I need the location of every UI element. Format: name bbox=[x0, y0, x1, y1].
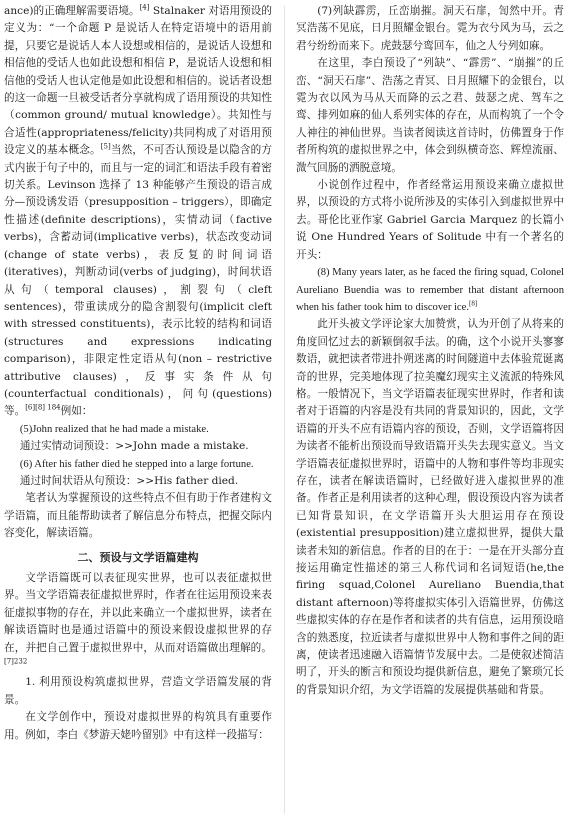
citation: [6][8] 184 bbox=[25, 403, 61, 412]
paragraph-libai-intro: 在文学创作中，预设对虚拟世界的构筑具有重要作用。例如，李白《梦游天姥吟留别》中有这样一段描写： bbox=[4, 711, 272, 741]
text: 例如： bbox=[60, 405, 93, 418]
paragraph-novel-intro: 小说创作过程中，作者经常运用预设来确立虚拟世界，以预设的方式将小说所涉及的实体引入到虚拟世界中去。哥伦比亚作家 Gabriel Garcia Marquez 的长篇小说 One Hundred Years of Solitude 中有一个著名的开头： bbox=[296, 179, 564, 261]
citation: [5] bbox=[100, 142, 111, 151]
paragraph-stalnaker bbox=[4, 3, 272, 421]
left-column bbox=[4, 3, 272, 818]
paragraph-poem-analysis: 在这里，李白预设了“列缺”、“霹雳”、“崩摧”的丘峦、“洞天石扉”、浩荡之青冥、日月照耀下的金银台，以霓为衣以风为马从天而降的云之君、鼓瑟之虎、驾车之鸾、排列如麻的仙人系列实体的存在，从而构筑了一个令人神往的神仙世界。当读者阅读这首诗时，仿佛置身于作者所构筑的虚拟世界之中，体会到纵横奇恣、辉煌流丽、溦气回肠的洒脱意境。 bbox=[296, 57, 564, 174]
text: Stalnaker 对语用预设的定义为：“一个命题 P 是说话人在特定语境中的语用前提，只要它是说话人本人设想或相信的，是说话人设想和相信他的受话人也如此设想和相信 P，是说话人设想和相信他的受话人也认定他是如此设想和相信的。说话者设想的这一命题一旦被受话者分享就构成了语用预设的共知性（common ground/ mutual knowledge）。共知性与合适性(appropriateness/felicity)共同构成了对语用预设定义的基本概念。 bbox=[4, 5, 272, 157]
citation: [4] bbox=[139, 3, 150, 12]
section-heading: 二、预设与文学语篇建构 bbox=[77, 550, 199, 564]
column-divider bbox=[284, 6, 285, 814]
right-column bbox=[296, 3, 564, 818]
citation: [7]232 bbox=[4, 657, 28, 666]
example-5-note: 通过实情动词预设：>>John made a mistake. bbox=[19, 440, 249, 453]
subsection-heading: 1. 利用预设构筑虚拟世界，营造文学语篇发展的背景。 bbox=[4, 676, 272, 706]
paragraph-virtual-world bbox=[4, 570, 272, 674]
example-6-note: 通过时间状语从句预设：>>His father died. bbox=[19, 474, 239, 487]
text: ance)的正确理解需要语境。 bbox=[4, 5, 140, 17]
text: 当然，不可否认预设是以隐含的方式内嵌于句子中的，而且与一定的词汇和语法手段有着密切关系。Levinson 选择了 13 种能够产生预设的语言成分—预设诱发语（presupposition – triggers），即确定性描述(definite descriptions)，实情动词（factive verbs)，含蓄动词(implicative verbs)，状态改变动词(change of state verbs)，表反复的时间词语(iteratives)，判断动词(verbs of judging)，时间状语从句（temporal clauses)，割裂句（cleft sentences)，带重读成分的隐含割裂句(implicit cleft with stressed constituents)，表示比较的结构和词语(structures and expressions indicating comparison)，非限定性定语从句(non – restrictive attributive clauses)，反事实条件从句(counterfactual conditionals)，问句(questions)等。 bbox=[4, 144, 272, 418]
example-7-poem: (7)列缺霹雳，丘峦崩摧。洞天石扉，訇然中开。青冥浩荡不见底，日月照耀金银台。霓为衣兮风为马，云之君兮纷纷而来下。虎鼓瑟兮鸾回车，仙之人兮列如麻。 bbox=[296, 5, 564, 52]
citation: [8] bbox=[469, 299, 478, 308]
example-6: (6) After his father died he stepped into a large fortune. bbox=[19, 458, 254, 470]
example-5: (5)John realized that he had made a mistake. bbox=[19, 423, 209, 435]
text: (8) Many years later, as he faced the firing squad, Colonel Aureliano Buendia was to remember that distant afternoon when his father took him to discover ice. bbox=[296, 267, 564, 313]
text: 文学语篇既可以表征现实世界，也可以表征虚拟世界。当文学语篇表征虚拟世界时，作者在往运用预设来表征虚拟事物的存在，并以此来确立一个虚拟世界，读者在解读语篇时也是通过语篇中的预设来假设虚拟世界的存在，并把自己置于虚拟世界中，从而对语篇做出理解的。 bbox=[4, 572, 272, 654]
paragraph-novel-analysis: 此开头被文学评论家大加赞赏，认为开创了从将来的角度回忆过去的新颖倒叙手法。的确，这个小说开头寥寥数语，就把读者带进扑朔迷离的时间隧道中去体验荒诞离奇的世界，完美地体现了拉美魔幻现实主义流派的特殊风格。一般情况下，当文学语篇表征现实世界时，作者和读者对于语篇的内容是没有共同的背景知识的，因此，文学语篇的开头不应有语篇内容的预设，否则，文学语篇将因为读者不能析出预设而导致语篇开头失去现实意义。当文学语篇表征虚拟世界时，语篇中的人物和事件等均非现实存在，读者在解读语篇时，已经做好进入虚拟世界的准备。作者正是利用读者的这种心理，假设预设内容为读者已知背景知识，在文学语篇开头大胆运用存在预设(existential presupposition)建立虚拟世界，提供大量读者未知的新信息。作者的目的在于：一是在开头部分直接运用确定性描述的第三人称代词和名词短语(he,the firing squad,Colonel Aureliano Buendia,that distant afternoon)等将虚拟实体引入语篇世界，仿佛这些虚拟实体的存在是作者和读者的共有信息，运用预设暗含的熟悉度，拉近读者与虚拟世界中人物和事件之间的距离，使读者迅速融入语篇情节发展中去。二是使叙述简洁明了，开头的断言和预设均提供新信息，避免了繁琐冗长的背景知识介绍，为文学语篇的发展提供基础和背景。 bbox=[296, 318, 564, 696]
paragraph-author-view: 笔者认为掌握预设的这些特点不但有助于作者建构文学语篇，而且能帮助读者了解信息分布特点，把握交际内容变化，解读语篇。 bbox=[4, 492, 272, 540]
example-8-quote bbox=[296, 264, 564, 316]
